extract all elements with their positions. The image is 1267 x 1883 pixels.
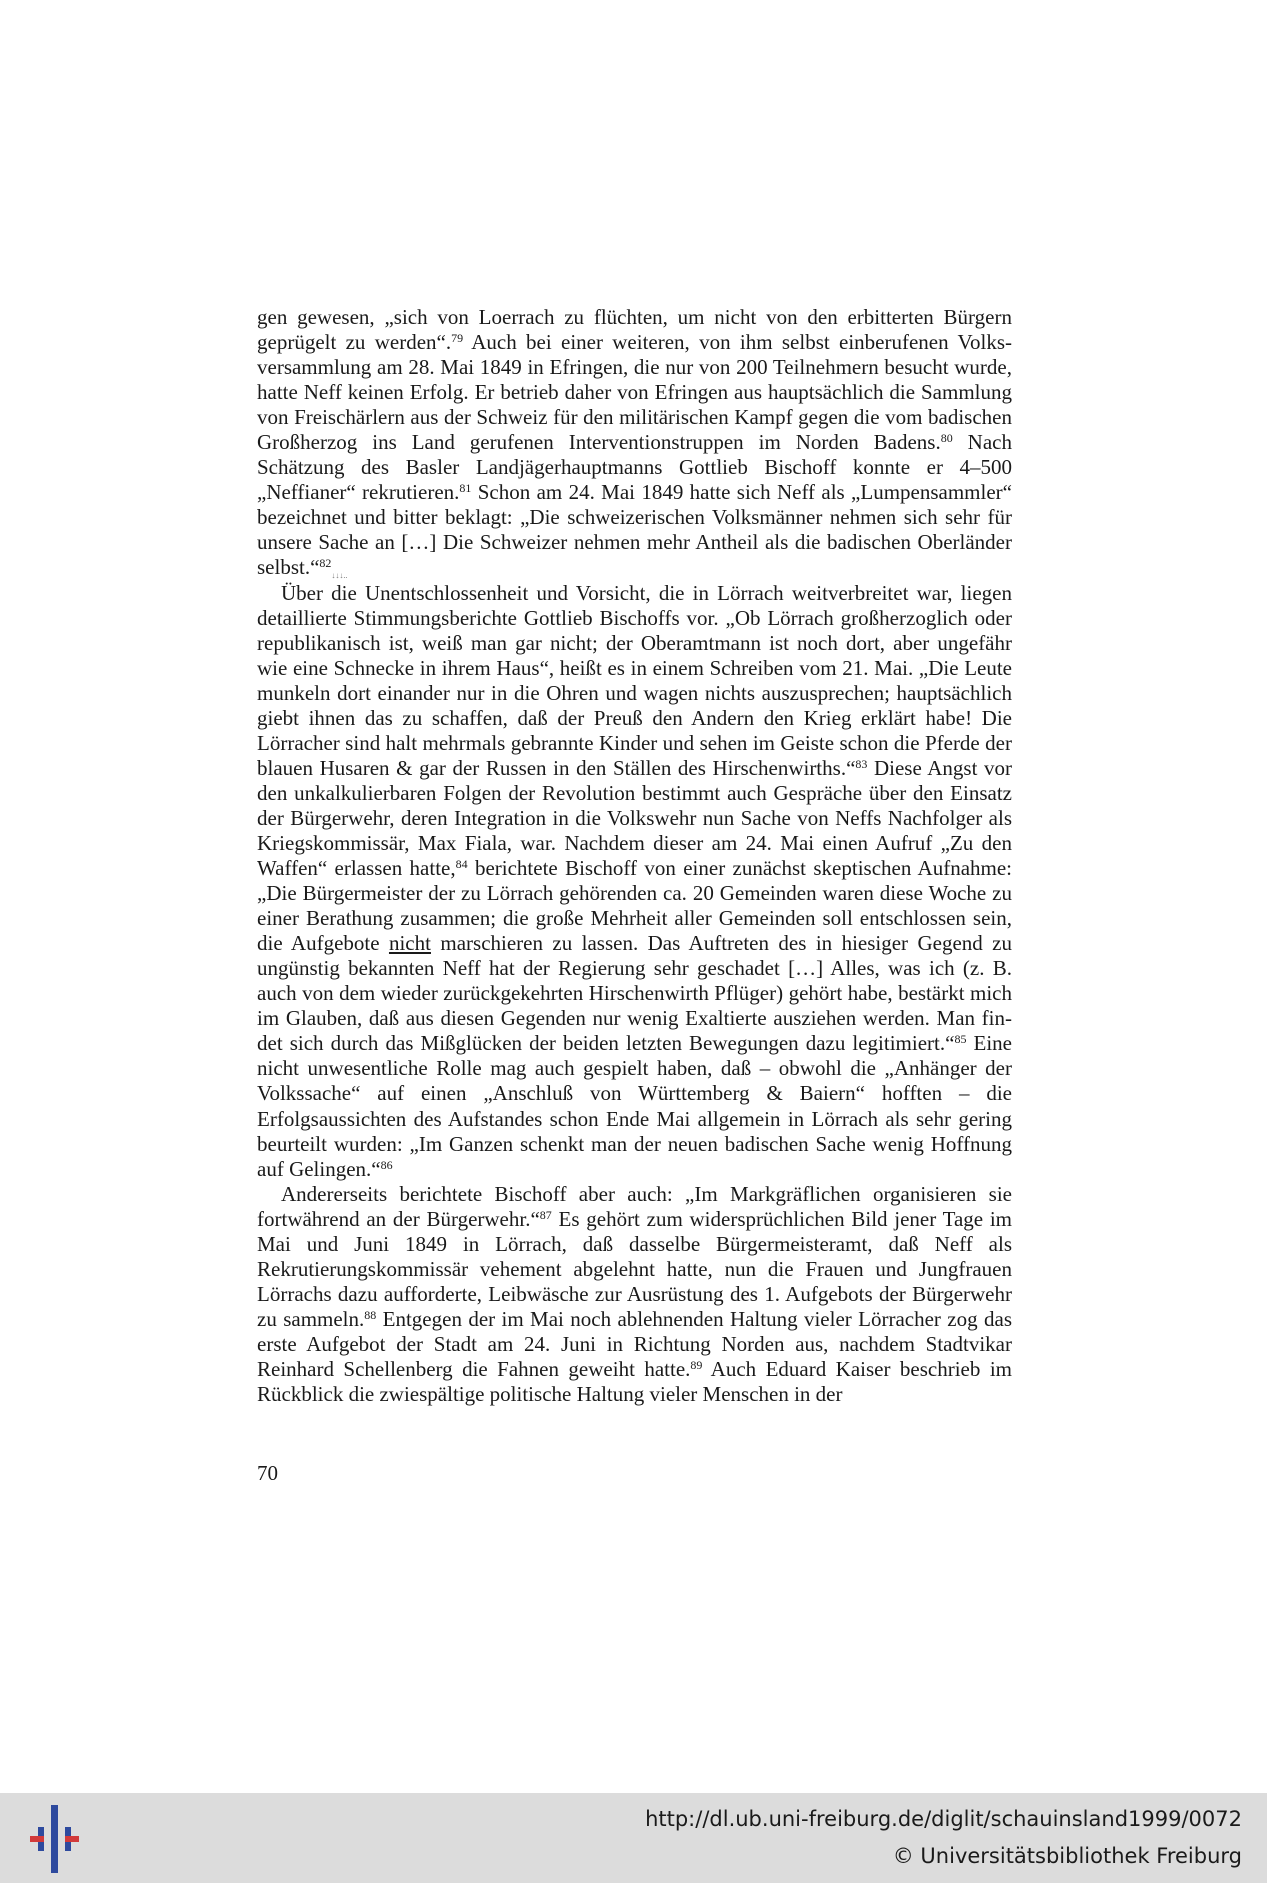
ub-freiburg-logo-icon [30, 1805, 80, 1873]
text-run: Andererseits berichtete Bischoff aber auch: „Im Markgräflichen organisieren sie fortwährend an der Bürgerwehr.“ [257, 1181, 1012, 1231]
text-run: Eine nicht unwesentliche Rolle mag auch gespielt haben, daß – obwohl die „Anhänger der Volkssache“ auf einen „Anschluß von Württemberg & Baiern“ hofften – die Erfolgsaussichten des Aufstandes schon Ende Mai allgemein in Lörrach als sehr gering beurteilt wurden: „Im Ganzen schenkt man der neuen badischen Sache wenig Hoffnung auf Gelingen.“ [257, 1031, 1012, 1181]
text-run: Auch bei einer weiteren, von ihm selbst einberufenen Volksversammlung am 28. Mai 1849 in Efringen, die nur von 200 Teilnehmern besucht wurde, hatte Neff keinen Erfolg. Er betrieb daher von Efringen aus hauptsächlich die Sammlung von Freischärlern aus der Schweiz für den militärischen Kampf gegen die vom badischen Großherzog ins Land gerufenen Interventionstruppen im Norden Badens. [257, 330, 1013, 455]
source-url-link[interactable]: http://dl.ub.uni-freiburg.de/diglit/schauinsland1999/0072 [645, 1807, 1242, 1831]
footnote-marker: 79 [451, 331, 464, 346]
text-run: Entgegen der im Mai noch ablehnenden Haltung vieler Lörracher zog das erste Aufgebot der Stadt am 24. Juni in Richtung Norden aus, nachdem Stadtvikar Reinhard Schellenberg die Fahnen geweiht hatte. [257, 1306, 1012, 1381]
text-run: Diese Angst vor den unkalkulierbaren Folgen der Revolution bestimmt auch Gespräche über den Einsatz der Bürgerwehr, deren Integration in die Volkswehr nun Sache von Neffs Nachfolger als Kriegskommissär, Max Fiala, war. Nachdem dieser am 24. Mai einen Aufruf „Zu den Waffen“ erlassen hatte, [257, 755, 1012, 881]
copyright-notice: © Universitätsbibliothek Freiburg [892, 1844, 1242, 1868]
text-run: Nach Schätzung des Basler Landjägerhauptmanns Gottlieb Bischoff konnte er 4–500 „Neffianer“ rekrutieren. [257, 430, 1012, 505]
paragraph [257, 581, 1012, 1182]
footnote-marker: 82 [319, 556, 332, 571]
underlined-text: nicht [388, 931, 431, 956]
footer-bar [0, 1793, 1267, 1883]
footnote-marker: 88 [364, 1307, 377, 1322]
text-run: marschieren zu lassen. Das Auftreten des in hiesiger Gegend zu ungünstig bekannten Neff hat der Regierung sehr geschadet […] Alles, was ich (z. B. auch von dem wieder zurückgekehrten Hirschenwirth Pflüger) gehört habe, bestärkt mich im Glauben, daß aus diesen Gegenden nur wenig Exaltierte ausziehen werden. Man findet sich durch das Mißglücken der beiden letzten Bewegungen dazu legitimiert.“ [257, 931, 1012, 1056]
text-run: berichtete Bischoff von einer zunächst skeptischen Aufnahme: „Die Bürgermeister der zu Lörrach gehörenden ca. 20 Gemeinden waren diese Woche zu einer Berathung zusammen; die große Mehrheit aller Gemeinden soll entschlossen sein, die Aufgebote [257, 856, 1012, 956]
text-run: gen gewesen, „sich von Loerrach zu flüchten, um nicht von den erbitterten Bürgern geprügelt zu werden“. [257, 305, 1012, 355]
footnote-marker: 89 [690, 1357, 703, 1372]
footnote-marker: 80 [940, 431, 953, 446]
footnote-marker: 85 [954, 1032, 967, 1047]
text-run: Über die Unentschlossenheit und Vorsicht, die in Lörrach weitverbreitet war, liegen detaillierte Stimmungsberichte Gottlieb Bischoffs vor. „Ob Lörrach großherzoglich oder republikanisch ist, weiß man gar nicht; der Oberamtmann ist noch dort, aber ungefähr wie eine Schnecke in ihrem Haus“, heißt es in einem Schreiben vom 21. Mai. „Die Leute munkeln dort einander nur in die Ohren und wagen nichts auszusprechen; hauptsächlich giebt ihnen das zu schaffen, daß der Preuß den Andern den Krieg erklärt habe! Die Lörracher sind halt mehrmals gebrannte Kinder und sehen im Geiste schon die Pferde der blauen Husaren & gar der Russen in den Ställen des Hirschenwirths.“ [257, 580, 1012, 780]
handwritten-mark: ↓↓↓.. [331, 571, 348, 581]
footnote-marker: 86 [380, 1157, 393, 1172]
text-run: Auch Eduard Kaiser beschrieb im Rückblick die zwiespältige politische Haltung vieler Menschen in der [257, 1356, 1012, 1407]
paragraph [257, 305, 1012, 581]
footnote-marker: 84 [455, 857, 468, 872]
body-text [257, 305, 1012, 1407]
text-run: Es gehört zum widersprüchlichen Bild jener Tage im Mai und Juni 1849 in Lörrach, daß dasselbe Bürgermeisteramt, daß Neff als Rekrutierungskommissär vehement abgelehnt hatte, nun die Frauen und Jungfrauen Lörrachs dazu aufforderte, Leibwäsche zur Ausrüstung des 1. Aufgebots der Bürgerwehr zu sammeln. [257, 1206, 1012, 1331]
page-number: 70 [257, 1461, 278, 1485]
text-run: Schon am 24. Mai 1849 hatte sich Neff als „Lumpensammler“ bezeichnet und bitter beklagt: „Die schweizerischen Volksmänner nehmen sich sehr für unsere Sache an […] Die Schweizer nehmen mehr Antheil als die badischen Oberländer selbst.“ [257, 480, 1012, 580]
paragraph [257, 1182, 1012, 1407]
footnote-marker: 83 [855, 756, 868, 771]
footnote-marker: 87 [539, 1207, 552, 1222]
footnote-marker: 81 [459, 481, 472, 496]
